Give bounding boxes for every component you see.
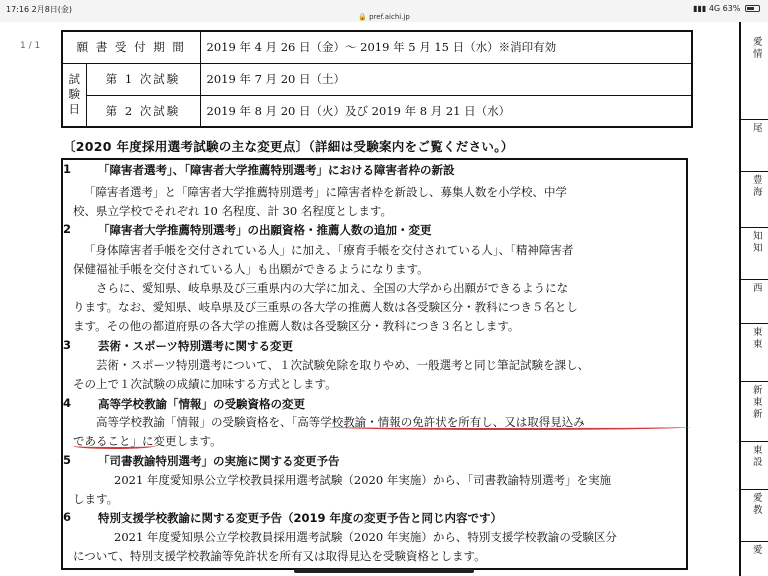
item-heading: 特別支援学校教諭に関する変更予告（2019 年度の変更予告と同じ内容です） — [98, 511, 503, 525]
item-number: 3 — [63, 338, 72, 352]
battery-percent: 63% — [722, 4, 741, 13]
item-number: 6 — [63, 510, 72, 524]
url-text: pref.aichi.jp — [369, 13, 410, 21]
item-heading: 「障害者大学推薦特別選考」の出願資格・推薦人数の追加・変更 — [98, 223, 432, 237]
second-exam-value: 2019 年 8 月 20 日（火）及び 2019 年 8 月 21 日（水） — [200, 95, 692, 127]
first-exam-value: 2019 年 7 月 20 日（土） — [200, 63, 692, 95]
item-text: 「障害者選考」と「障害者大学推薦特別選考」に障害者枠を新設し、募集人数を小学校、中学 — [84, 185, 567, 199]
item-number: 2 — [63, 222, 72, 236]
item-heading: 「司書教諭特別選考」の実施に関する変更予告 — [98, 454, 340, 468]
item-text: します。 — [73, 492, 119, 506]
changes-title: 〔2020 年度採用選考試験の主な変更点〕（詳細は受験案内をご覧ください。） — [63, 139, 514, 154]
right-cell: 愛 教 — [741, 490, 768, 542]
item-text: 保健福祉手帳を交付されている人」も出願ができるようになります。 — [73, 262, 429, 276]
red-handwritten-underline — [328, 424, 690, 430]
application-period-label: 願 書 受 付 期 間 — [62, 31, 200, 63]
item-heading: 高等学校教諭「情報」の受験資格の変更 — [98, 397, 305, 411]
url-bar[interactable] — [0, 13, 768, 21]
item-heading: 芸術・スポーツ特別選考に関する変更 — [98, 339, 294, 353]
item-text: その上で１次試験の成績に加味する方式とします。 — [73, 377, 337, 391]
application-period-value: 2019 年 4 月 26 日（金）～ 2019 年 5 月 15 日（水）※消印有効 — [200, 31, 692, 63]
right-cell: 東 設 — [741, 442, 768, 490]
item-text: 「身体障害者手帳を交付されている人」に加え、「療育手帳を交付されている人」、「精神障害者 — [84, 243, 574, 257]
first-exam-label: 第 1 次試験 — [86, 63, 200, 95]
right-cell: 知 知 — [741, 228, 768, 280]
home-indicator[interactable] — [294, 569, 474, 573]
right-cell: 愛 — [753, 545, 763, 556]
right-cell: 愛 情 — [741, 34, 768, 120]
schedule-table — [61, 30, 693, 128]
item-text: について、特別支援学校教諭等免許状を所有又は取得見込を受験資格とします。 — [73, 549, 486, 563]
right-cell: 尾 — [741, 120, 768, 172]
second-exam-label: 第 2 次試験 — [86, 95, 200, 127]
status-bar — [0, 0, 768, 22]
red-handwritten-underline — [73, 443, 155, 449]
item-number: 4 — [63, 396, 72, 410]
status-date: 2月8日(金) — [31, 5, 73, 14]
item-text: であること」に変更します。 — [73, 434, 222, 448]
item-text: さらに、愛知県、岐阜県及び三重県内の大学に加え、全国の大学から出願ができるようにな — [96, 281, 569, 295]
item-text: 校、県立学校でそれぞれ 10 名程度、計 30 名程度とします。 — [73, 204, 392, 218]
signal-icon: ▮▮▮ — [693, 4, 707, 13]
item-text: 高等学校教諭「情報」の受験資格を、「高等学校教諭・情報の免許状を所有し、又は取得見込み — [96, 415, 585, 429]
right-cell: 東 東 — [741, 324, 768, 382]
item-text: ます。その他の都道府県の各大学の推薦人数は各受験区分・教科につき３名とします。 — [73, 319, 520, 333]
item-number: 1 — [63, 162, 72, 176]
page-counter: 1 / 1 — [20, 41, 41, 51]
item-heading: 「障害者選考」、「障害者大学推薦特別選考」における障害者枠の新設 — [98, 163, 455, 177]
exam-date-label — [62, 63, 86, 127]
item-text: 2021 年度愛知県公立学校教員採用選考試験（2020 年実施）から、特別支援学校教諭の受験区分 — [114, 530, 617, 544]
status-time: 17:16 — [6, 5, 30, 14]
item-text: 2021 年度愛知県公立学校教員採用選考試験（2020 年実施）から、「司書教諭特別選考」を実施 — [114, 473, 612, 487]
right-cell: 新 東 新 — [741, 382, 768, 442]
exam-date-label-text: 試 験 日 — [68, 72, 80, 117]
item-number: 5 — [63, 453, 72, 467]
battery-icon — [745, 5, 760, 12]
right-cell: 豊 海 — [741, 172, 768, 228]
item-text: ります。なお、愛知県、岐阜県及び三重県の各大学の推薦人数は各受験区分・教科につき５名とし — [73, 300, 578, 314]
item-text: 芸術・スポーツ特別選考について、１次試験免除を取りやめ、一般選考と同じ筆記試験を課し、 — [96, 358, 590, 372]
lock-icon: 🔒 — [358, 13, 367, 21]
right-side-table — [739, 22, 768, 576]
right-cell: 西 — [741, 280, 768, 324]
network-type: 4G — [708, 4, 721, 13]
